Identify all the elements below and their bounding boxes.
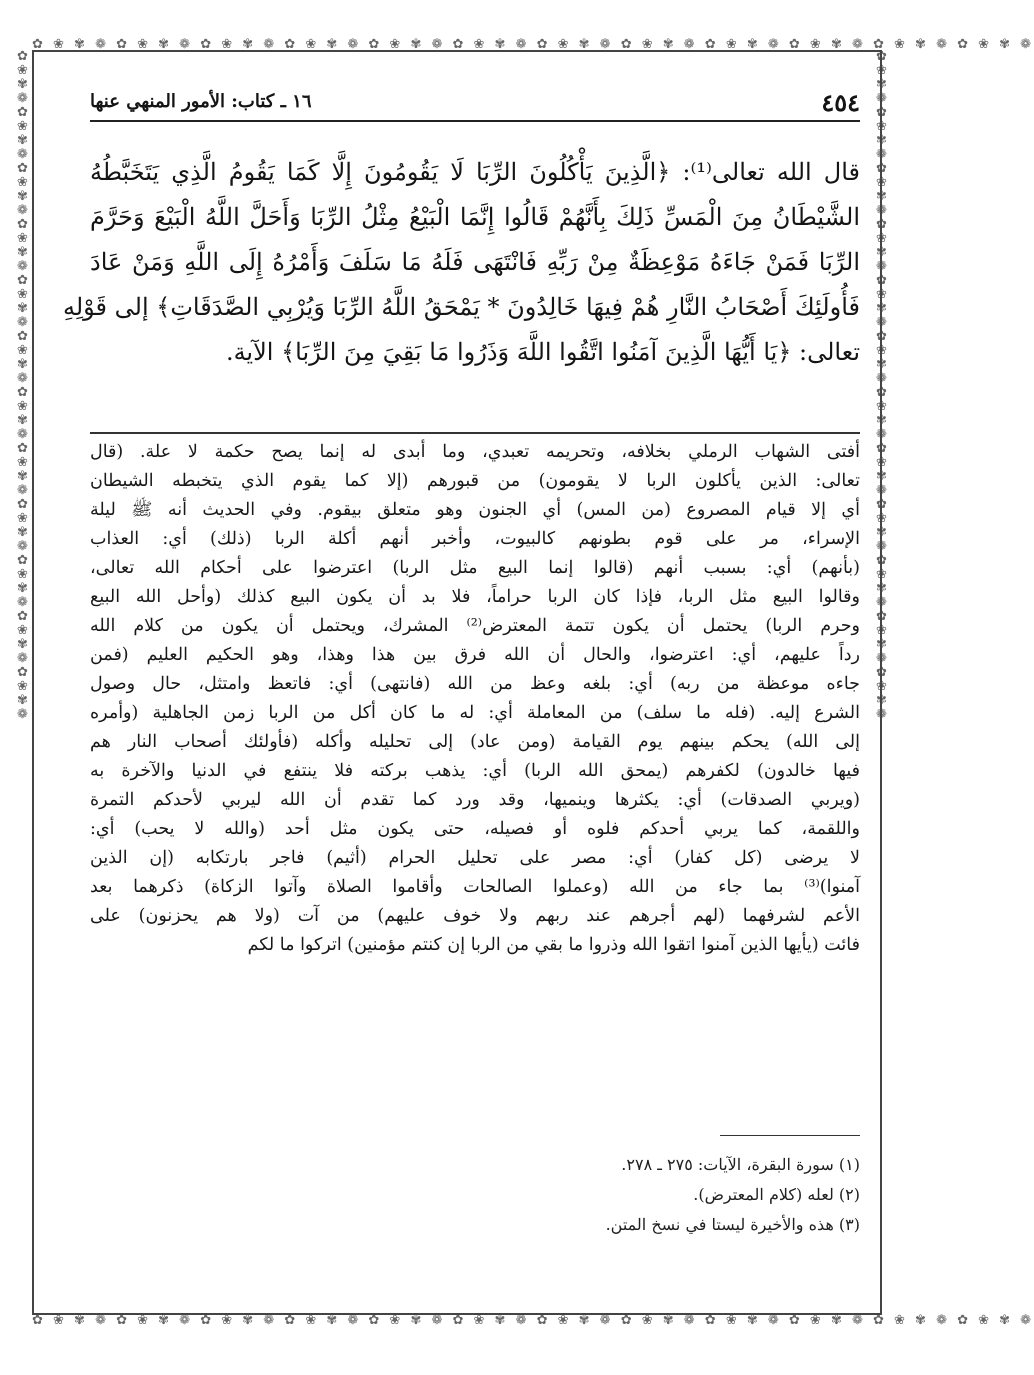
commentary-line: إلى الله) يحكم بينهم يوم القيامة (ومن عاد) إلى تحليله وأكله (فأولئك أصحاب النار هم (90, 732, 860, 752)
commentary-line: تعالى: الذين يأكلون الربا لا يقومون) من قبورهم (إلا كما يقوم الذي يتخبطه الشيطان (90, 471, 860, 491)
quran-verse-block (62, 150, 860, 375)
footnote: (١) سورة البقرة، الآيات: ٢٧٥ ـ ٢٧٨. (621, 1155, 860, 1174)
commentary-line: وقالوا البيع مثل الربا، فإذا كان الربا حراماً، فلا بد أن يكون البيع كذلك (وأحل الله البيع (90, 587, 860, 607)
page-number: ٤٥٤ (821, 88, 860, 117)
verse-line: قال الله تعالى⁽¹⁾: ﴿الَّذِينَ يَأْكُلُونَ الرِّبَا لَا يَقُومُونَ إِلَّا كَمَا يَقُومُ الَّذِي يَتَخَبَّطُهُ (90, 158, 860, 186)
section-divider (90, 432, 860, 434)
footnotes (90, 1150, 860, 1240)
commentary-line: رداً عليهم، أي: اعترضوا، والحال أن الله فرق بين هذا وهذا، وهو الحكيم العليم (فمن (90, 645, 860, 665)
top-border-ornament: ✿ ❀ ✾ ❁ ✿ ❀ ✾ ❁ ✿ ❀ ✾ ❁ ✿ ❀ ✾ ❁ ✿ ❀ ✾ ❁ ✿ ❀ ✾ ❁ ✿ ❀ ✾ ❁ ✿ ❀ ✾ ❁ ✿ ❀ ✾ ❁ ✿ ❀ ✾ ❁ ✿ ❀ ✾ ❁ ✿ ❀ ✾ ❁ (32, 37, 1034, 52)
left-border-ornament: ✿ ❀ ✾ ❁ ✿ ❀ ✾ ❁ ✿ ❀ ✾ ❁ ✿ ❀ ✾ ❁ ✿ ❀ ✾ ❁ ✿ ❀ ✾ ❁ ✿ ❀ ✾ ❁ ✿ ❀ ✾ ❁ ✿ ❀ ✾ ❁ ✿ ❀ ✾ ❁ ✿ ❀ ✾ ❁ ✿ ❀ ✾ ❁ (17, 49, 28, 722)
commentary-line: واللقمة، كما يربي أحدكم فلوه أو فصيله، حتى يكون مثل أحد (والله لا يحب) أي: (90, 819, 860, 839)
footnote: (٢) لعله (كلام المعترض). (693, 1185, 860, 1204)
commentary-text (90, 438, 860, 960)
commentary-line: جاءه موعظة من ربه) أي: بلغه وعظ من الله (فانتهى) أي: فاتعظ وامتثل، حال وصول (90, 674, 860, 694)
verse-line: الرِّبَا فَمَنْ جَاءَهُ مَوْعِظَةٌ مِنْ رَبِّهِ فَانْتَهَى فَلَهُ مَا سَلَفَ وَأَمْرُهُ إِلَى اللَّهِ وَمَنْ عَادَ (90, 248, 860, 276)
commentary-line: الشرع إليه. (فله ما سلف) من المعاملة أي: له ما كان أكل من الربا زمن الجاهلية (وأمره (90, 703, 860, 723)
commentary-line: فائت (يأيها الذين آمنوا اتقوا الله وذروا ما بقي من الربا إن كنتم مؤمنين) اتركوا ما لكم (247, 935, 860, 955)
verse-line: تعالى: ﴿يَا أَيُّهَا الَّذِينَ آمَنُوا اتَّقُوا اللَّهَ وَذَرُوا مَا بَقِيَ مِنَ الرِّبَا﴾ الآية. (225, 338, 860, 366)
chapter-title: ١٦ ـ كتاب: الأمور المنهي عنها (90, 91, 312, 112)
footnote: (٣) هذه والأخيرة ليستا في نسخ المتن. (605, 1215, 860, 1234)
commentary-line: الأعم لشرفهما (لهم أجرهم عند ربهم ولا خوف عليهم) من آت (ولا هم يحزنون) على (90, 906, 860, 926)
page-header (90, 88, 860, 122)
footnote-separator (720, 1135, 860, 1136)
right-border-ornament: ✿ ❀ ✾ ❁ ✿ ❀ ✾ ❁ ✿ ❀ ✾ ❁ ✿ ❀ ✾ ❁ ✿ ❀ ✾ ❁ ✿ ❀ ✾ ❁ ✿ ❀ ✾ ❁ ✿ ❀ ✾ ❁ ✿ ❀ ✾ ❁ ✿ ❀ ✾ ❁ ✿ ❀ ✾ ❁ ✿ ❀ ✾ ❁ (876, 49, 887, 722)
verse-line: الشَّيْطَانُ مِنَ الْمَسِّ ذَلِكَ بِأَنَّهُمْ قَالُوا إِنَّمَا الْبَيْعُ مِثْلُ الرِّبَا وَأَحَلَّ اللَّهُ الْبَيْعَ وَحَرَّمَ (90, 203, 860, 231)
commentary-line: وحرم الربا) يحتمل أن يكون تتمة المعترض⁽²⁾ المشرك، ويحتمل أن يكون من كلام الله (90, 616, 860, 636)
commentary-line: أفتى الشهاب الرملي بخلافه، وتحريمه تعبدي، وما أبدى له إنما يصح حكمة لا علة. (قال (90, 442, 860, 462)
verse-line: فَأُولَئِكَ أَصْحَابُ النَّارِ هُمْ فِيهَا خَالِدُونَ * يَمْحَقُ اللَّهُ الرِّبَا وَيُرْبِي الصَّدَقَاتِ﴾ إلى قَوْلِهِ (62, 293, 860, 321)
commentary-line: (ويربي الصدقات) أي: يكثرها وينميها، وقد ورد كما تقدم أن الله ليربي لأحدكم التمرة (90, 790, 860, 810)
commentary-line: فيها خالدون) لكفرهم (يمحق الله الربا) أي: يذهب بركته فلا ينتفع في الدنيا والآخرة به (90, 761, 860, 781)
commentary-line: لا يرضى (كل كفار) أي: مصر على تحليل الحرام (أثيم) فاجر بارتكابه (إن الذين (90, 848, 860, 868)
bottom-border-ornament: ✿ ❀ ✾ ❁ ✿ ❀ ✾ ❁ ✿ ❀ ✾ ❁ ✿ ❀ ✾ ❁ ✿ ❀ ✾ ❁ ✿ ❀ ✾ ❁ ✿ ❀ ✾ ❁ ✿ ❀ ✾ ❁ ✿ ❀ ✾ ❁ ✿ ❀ ✾ ❁ ✿ ❀ ✾ ❁ ✿ ❀ ✾ ❁ (32, 1313, 1034, 1328)
commentary-line: الإسراء، مر على قوم بطونهم كالبيوت، وأخبر أنهم أكلة الربا (ذلك) أي: العذاب (90, 529, 860, 549)
commentary-line: (بأنهم) أي: بسبب أنهم (قالوا إنما البيع مثل الربا) اعترضوا على أحكام الله تعالى، (90, 558, 860, 578)
commentary-line: آمنوا)⁽³⁾ بما جاء من الله (وعملوا الصالحات وأقاموا الصلاة وآتوا الزكاة) ذكرهما بعد (90, 877, 860, 897)
commentary-line: أي إلا قيام المصروع (من المس) أي الجنون وهو متعلق بيقوم. وفي الحديث أنه ﷺ ليلة (90, 500, 860, 520)
